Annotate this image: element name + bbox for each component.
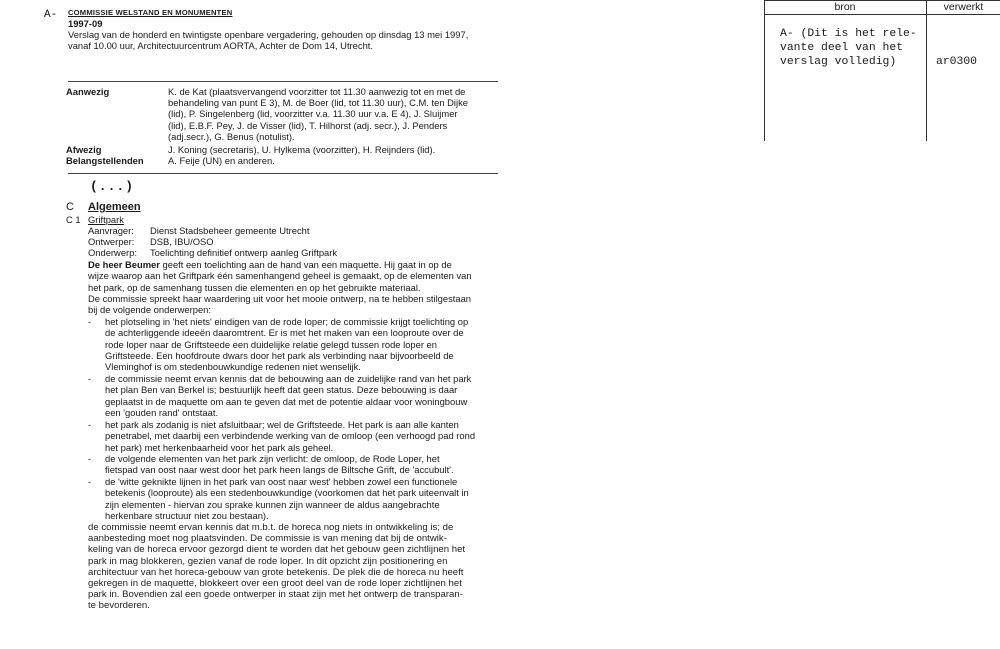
present-line: (adj.secr.), G. Benus (notulist). xyxy=(168,130,295,142)
ellipsis: (...) xyxy=(90,179,135,194)
bullet-line: een 'gouden rand' ontstaat. xyxy=(105,406,219,418)
divider-top xyxy=(68,81,498,82)
bullet-line: het plotseling in 'het niets' eindigen van de rode loper; de commissie krijgt toelichting op xyxy=(105,316,469,327)
intro-paragraph xyxy=(88,259,488,293)
table-column-divider xyxy=(926,0,927,141)
meta-value: DSB, IBU/OSO xyxy=(150,236,214,247)
meta-key: Onderwerp: xyxy=(88,247,137,258)
bullet-line: Vleminghof is om stedenbouwkundige redenen niet wenselijk. xyxy=(105,361,361,373)
table-left-border xyxy=(764,0,765,141)
closing-line: gekregen in de maquette, blokkeert over een groot deel van de rode loper zichtlijnen het xyxy=(88,578,462,590)
bullet-line: het park) met herkenbaarheid voor het park als geheel. xyxy=(105,441,334,453)
report-summary-line-2: vanaf 10.00 uur, Architectuurcentrum AORTA, Achter de Dom 14, Utrecht. xyxy=(68,40,374,51)
absent-value: J. Koning (secretaris), U. Hylkema (voorzitter), H. Reijnders (lid). xyxy=(168,144,436,155)
source-note-line: A- (Dit is het rele- xyxy=(780,28,917,40)
present-line: behandeling van punt E 3), M. de Boer (lid, tot 11.30 uur), C.M. ten Dijke xyxy=(168,97,468,109)
bullet-dash: - xyxy=(88,373,92,384)
organization-heading: COMMISSIE WELSTAND EN MONUMENTEN xyxy=(68,8,233,17)
item-title: Griftpark xyxy=(88,214,124,225)
stakeholders-label: Belangstellenden xyxy=(66,155,144,166)
closing-line: aanbesteding moet nog plaatsvinden. De commissie is van mening dat bij de ontwik- xyxy=(88,533,447,545)
closing-line: te bevorderen. xyxy=(88,600,150,612)
closing-line: de commissie neemt ervan kennis dat m.b.t. de horeca nog niets in ontwikkeling is; de xyxy=(88,522,454,533)
bullet-line: herkenbare structuur niet zou bestaan). xyxy=(105,509,269,521)
closing-line: park in. Bovendien zal een goede ontwerper in staat zijn met het ontwerp de transparan- xyxy=(88,589,463,601)
column-header-source: bron xyxy=(834,1,856,13)
closing-line: keling van de horeca ervoor gezorgd dient te worden dat het gebouw geen zichtlijnen het xyxy=(88,544,466,556)
bullet-line: rode loper naar de Griftsteede een duidelijke relatie gelegd tussen rode loper en xyxy=(105,338,437,350)
intro-line: wijze waarop aan het Griftpark één samenhangend geheel is gemaakt, op de elementen van xyxy=(88,270,472,282)
divider-bottom xyxy=(68,173,498,174)
column-header-processed: verwerkt xyxy=(943,1,984,13)
report-number: 1997-09 xyxy=(68,18,103,29)
appreciation-paragraph xyxy=(88,293,488,316)
meta-value: Dienst Stadsbeheer gemeente Utrecht xyxy=(150,225,310,236)
meta-subject xyxy=(88,247,337,258)
table-header-divider xyxy=(764,14,1000,15)
absent-label: Afwezig xyxy=(66,144,102,155)
meta-value: Toelichting definitief ontwerp aanleg Griftpark xyxy=(150,247,338,258)
present-line: K. de Kat (plaatsvervangend voorzitter tot 11.30 aanwezig tot en met de xyxy=(168,86,466,97)
bullet-line: betekenis (looproute) als een stedenbouwkundige (voorkomen dat het park uiteenvalt in xyxy=(105,487,469,499)
bullet-line: fietspad van oost naar west door het park heen langs de Biltsche Grift, de 'accubult'. xyxy=(105,464,454,476)
bullet-line: de volgende elementen van het park zijn verlicht: de omloop, de Rode Loper, het xyxy=(105,453,440,464)
intro-line: het park, op de samenhang tussen die elementen en op het gebruikte materiaal. xyxy=(88,281,421,293)
bullet-dash: - xyxy=(88,453,92,464)
present-label: Aanwezig xyxy=(66,86,110,97)
source-note-line: verslag volledig) xyxy=(780,56,897,68)
bullet-line: de 'witte geknikte lijnen in het park van oost naar west' hebben zowel een functionele xyxy=(105,476,458,487)
bullet-line: Griftsteede. Een hoofdroute dwars door het park als verbinding naar bijvoorbeeld de xyxy=(105,349,454,361)
appreciation-line: bij de volgende onderwerpen: xyxy=(88,304,212,316)
intro-line: geeft een toelichting aan de hand van een maquette. Hij gaat in op de xyxy=(159,259,452,270)
meta-applicant xyxy=(88,225,309,236)
present-value xyxy=(168,86,488,142)
closing-line: park in mag blokkeren, gezien vanaf de rode loper. In dit opzicht zijn positionering en xyxy=(88,555,448,567)
closing-line: architectuur van het horeca-gebouw van grote betekenis. De plek die de horeca nu heeft xyxy=(88,566,464,578)
section-letter: C xyxy=(66,201,74,213)
marker: A- xyxy=(44,9,58,21)
bullet-line: het plan Ben van Berkel is; bestuurlijk heeft dat geen status. Deze bebouwing is daar xyxy=(105,384,458,396)
bullet-dash: - xyxy=(88,419,92,430)
source-note-line: vante deel van het xyxy=(780,42,904,54)
present-line: (lid), P. Singelenberg (lid, voorzitter v.a. 11.30 uur v.a. E 4), J. Sluijmer xyxy=(168,108,458,120)
bullet-dash: - xyxy=(88,476,92,487)
bullet-line: geplaatst in de maquette om aan te geven dat met de potentie aldaar voor woningbouw xyxy=(105,395,468,407)
bullet-line: het park als zodanig is niet afsluitbaar; wel de Griftsteede. Het park is aan alle kanten xyxy=(105,419,459,430)
section-title: Algemeen xyxy=(88,201,141,213)
speaker-name: De heer Beumer xyxy=(88,259,160,270)
source-note xyxy=(780,27,917,69)
meta-key: Aanvrager: xyxy=(88,225,134,236)
meta-designer xyxy=(88,236,214,247)
bullet-line: zijn elementen - hiervan zou sprake kunnen zijn wanneer de aldus aangebrachte xyxy=(105,498,440,510)
present-line: (lid), E.B.F. Pey, J. de Visser (lid), T. Hilhorst (adj. secr.), J. Penders xyxy=(168,119,448,131)
bullet-line: penetrabel, met daarbij een verbindende werking van de omloop (een verhoogd pad rond xyxy=(105,430,476,442)
processed-code: ar0300 xyxy=(936,56,978,68)
meta-key: Ontwerper: xyxy=(88,236,135,247)
bullet-dash: - xyxy=(88,316,92,327)
bullet-line: de commissie neemt ervan kennis dat de bebouwing aan de zuidelijke rand van het park xyxy=(105,373,472,384)
closing-paragraph xyxy=(88,522,498,612)
report-summary-line-1: Verslag van de honderd en twintigste openbare vergadering, gehouden op dinsdag 13 mei 1997, xyxy=(68,29,469,40)
appreciation-line: De commissie spreekt haar waardering uit voor het mooie ontwerp, na te hebben stilgestaan xyxy=(88,293,472,304)
stakeholders-value: A. Feije (UN) en anderen. xyxy=(168,155,275,166)
item-number: C 1 xyxy=(66,214,81,225)
bullet-line: de achterliggende ideeën daaromtrent. Er is met het maken van een looproute over de xyxy=(105,327,464,339)
